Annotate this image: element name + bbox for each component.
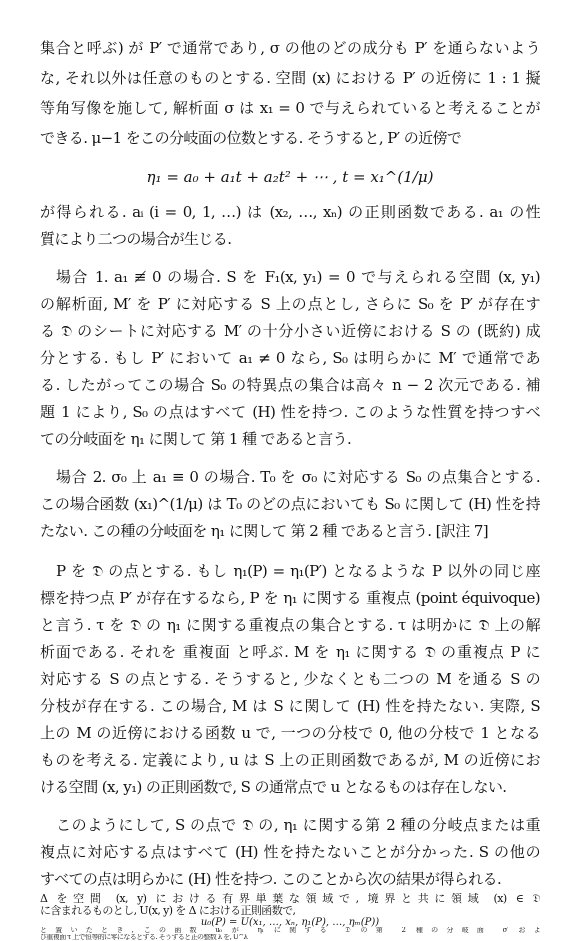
text-line: 複点に対応する点はすべて (H) 性を持たないことが分かった. S の他の (40, 843, 540, 861)
text-line: 質により二つの場合が生じる. (40, 230, 232, 248)
theorem-line: に含まれるものとし, U(x, y) を Δ における正則函数で, (40, 905, 296, 917)
text-line: ける空間 (x, y₁) の正則函数で, S の通常点で u となるものは存在しない. (40, 778, 507, 796)
text-line: と言う. τ を 𝔇 の η₁ に関する重複点の集合とする. τ は明かに 𝔇 上の解 (40, 616, 540, 634)
text-line: 分とする. もし P′ において a₁ ≠ 0 なら, S₀ は明らかに M′ で通常であ (40, 349, 540, 367)
text-line: 分枝が存在する. この場合, M は S に関して (H) 性を持たない. 実際, S (40, 697, 540, 715)
text-line: 上の M の近傍における函数 u で, 一つの分枝で 0, 他の分枝で 1 となる (40, 724, 540, 742)
theorem-line: Δ を空間 (x, y) における有界単葉な領域で, 境界と共に領域 (x) ∈ 𝔇 (40, 893, 540, 905)
text-line: の解析面, M′ を P′ に対応する S 上の点とし, さらに S₀ を P′ が存在す (40, 295, 540, 313)
text-line: 対応する S の点とする. そうすると, 少なくとも二つの M を通る S の (40, 670, 540, 688)
case-1-heading-line: 場合 1. a₁ ≢ 0 の場合. S を F₁(x, y₁) = 0 で与えられる空間 (x, y₁) (56, 268, 540, 286)
text-line: ものを考える. 定義により, u は S 上の正則函数であるが, M の近傍にお (40, 751, 540, 769)
text-line: る 𝔇 のシートに対応する M′ の十分小さい近傍における S の (既約) 成 (40, 322, 540, 340)
text-line: 標を持つ点 P′ が存在するなら, P を η₁ に関する 重複点 (point équivoque) (40, 589, 540, 607)
text-line: このようにして, S の点で 𝔇 の, η₁ に関する第 2 種の分岐点または重 (56, 816, 540, 834)
text-line: P を 𝔇 の点とする. もし η₁(P) = η₁(P′) となるような P 以外の同じ座 (56, 562, 540, 580)
document-page (40, 0, 540, 941)
equation-eta1-series: η₁ = a₀ + a₁t + a₂t² + ⋯ , t = x₁^(1/μ) (146, 168, 434, 186)
text-line: 析面である. それを 重複面 と呼ぶ. M を η₁ に関する 𝔇 の重複点 P に (40, 643, 540, 661)
theorem-line: と置いたとき, この函数 u₀ が η₁ に関する 𝔇 の第 2 種の分岐面 σ′ およ (40, 927, 540, 934)
theorem-line: び重複面 τ 上で恒等的に零になるとする. そうすると正の整数 λ を, U^λ (40, 934, 248, 941)
text-line: る. したがってこの場合 S₀ の特異点の集合は高々 n − 2 次元である. 補 (40, 376, 540, 394)
text-line: この場合函数 (x₁)^(1/μ) は T₀ のどの点においても S₀ に関して (H) 性を持 (40, 495, 540, 513)
equation-u0: u₀(P) = U(x₁, …, xₙ, η₁(P), …, ηₘ(P)) (200, 917, 380, 928)
case-2-heading-line: 場合 2. σ₀ 上 a₁ ≡ 0 の場合. T₀ を σ₀ に対応する S₀ の点集合とする. (56, 468, 540, 486)
text-line: が得られる. aᵢ (i = 0, 1, …) は (x₂, …, xₙ) の正則函数である. a₁ の性 (40, 203, 540, 221)
text-line: たない. この種の分岐面を η₁ に関して 第 2 種 であると言う. [訳注 7] (40, 522, 489, 540)
text-line: すべての点は明らかに (H) 性を持つ. このことから次の結果が得られる. (40, 870, 502, 888)
text-line: 題 1 により, S₀ の点はすべて (H) 性を持つ. このような性質を持つすべ (40, 403, 540, 421)
text-line: な, それ以外は任意のものとする. 空間 (x) における P′ の近傍に 1 : 1 擬 (40, 69, 540, 87)
text-line: できる. μ−1 をこの分岐面の位数とする. そうすると, P′ の近傍で (40, 129, 462, 147)
text-line: 集合と呼ぶ) が P′ で通常であり, σ の他のどの成分も P′ を通らないよう (40, 39, 540, 57)
text-line: ての分岐面を η₁ に関して 第 1 種 であると言う. (40, 430, 352, 448)
text-line: 等角写像を施して, 解析面 σ は x₁ = 0 で与えられていると考えることが (40, 99, 540, 117)
